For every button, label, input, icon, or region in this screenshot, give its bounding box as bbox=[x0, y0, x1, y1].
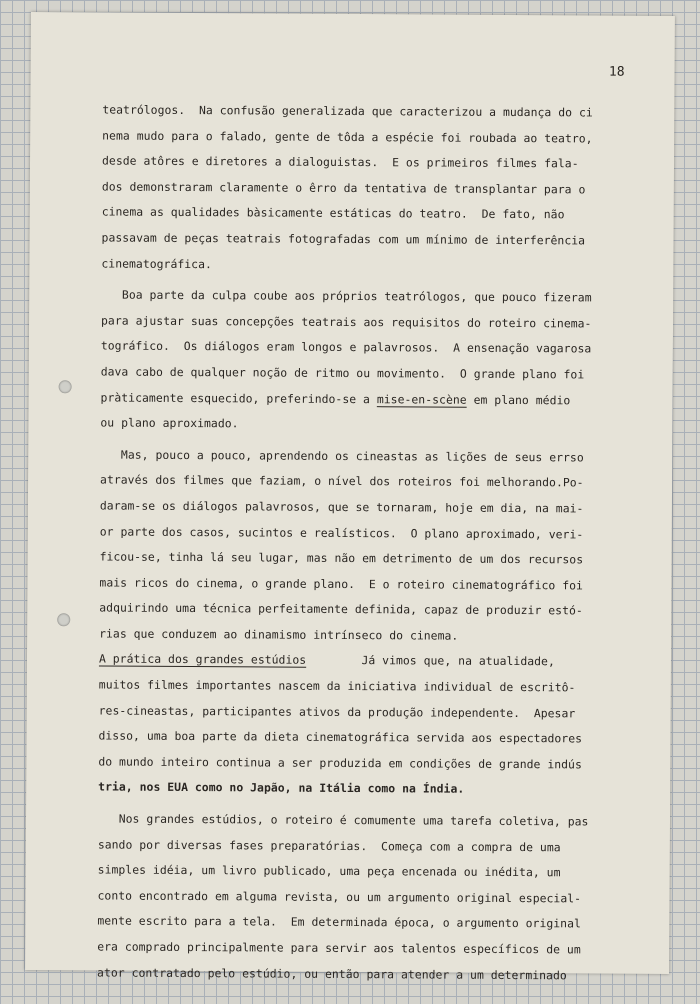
text-line: para ajustar suas concepções teatrais aos requisitos do roteiro cinema- bbox=[101, 313, 592, 331]
text-line: cinema as qualidades bàsicamente estáticas do teatro. De fato, não bbox=[101, 204, 565, 222]
text-line: or parte dos casos, sucintos e realísticos. O plano aproximado, veri- bbox=[99, 523, 584, 541]
text-line: mais ricos do cinema, o grande plano. E o roteiro cinematográfico foi bbox=[99, 575, 584, 593]
text-line: ator contratado pelo estúdio, ou então para atender a um determinado bbox=[97, 965, 567, 982]
text-line: Mas, pouco a pouco, aprendendo os cineastas as lições de seus errso bbox=[100, 447, 584, 465]
text-line bbox=[100, 385, 660, 414]
text-segment: em plano médio bbox=[466, 392, 571, 407]
text-line: rias que conduzem ao dinamismo intrínseco do cinema. bbox=[99, 626, 459, 643]
text-line: muitos filmes importantes nascem da iniciativa individual de escritô- bbox=[98, 677, 576, 695]
text-line: daram-se os diálogos palavrosos, que se tornaram, hoje em dia, na mai- bbox=[99, 498, 584, 516]
text-line: passavam de peças teatrais fotografadas com um mínimo de interferência bbox=[101, 230, 586, 248]
text-line: adquirindo uma técnica perfeitamente definida, capaz de produzir estó- bbox=[99, 600, 583, 618]
text-segment: Já vimos que, na atualidade, bbox=[306, 653, 555, 669]
text-line: cinematográfica. bbox=[101, 256, 212, 271]
text-line: dava cabo de qualquer noção de ritmo ou movimento. O grande plano foi bbox=[100, 364, 585, 382]
text-line: sando por diversas fases preparatórias. Começa com a compra de uma bbox=[97, 837, 561, 854]
binder-hole bbox=[57, 613, 70, 626]
typewritten-page bbox=[25, 12, 675, 982]
text-line: nema mudo para o falado, gente de tôda a espécie foi roubada ao teatro, bbox=[102, 128, 593, 146]
text-line: dos demonstraram claramente o êrro da tentativa de transplantar para o bbox=[101, 179, 586, 197]
page-number: 18 bbox=[608, 64, 625, 80]
text-line: tográfico. Os diálogos eram longos e palavrosos. A ensenação vagarosa bbox=[100, 338, 592, 356]
text-line: mente escrito para a tela. Em determinada época, o argumento original bbox=[97, 913, 581, 931]
text-line bbox=[99, 647, 659, 676]
text-line: através dos filmes que faziam, o nível dos roteiros foi melhorando.Po- bbox=[100, 472, 584, 490]
text-line: disso, uma boa parte da dieta cinematográfica servida aos espectadores bbox=[98, 728, 583, 746]
text-line: Boa parte da culpa coube aos próprios teatrólogos, que pouco fizeram bbox=[101, 287, 592, 305]
text-line: ficou-se, tinha lá seu lugar, mas não em detrimento de um dos recursos bbox=[99, 549, 584, 567]
text-line: do mundo inteiro continua a ser produzida em condições de grande indús bbox=[98, 754, 582, 772]
section-heading: A prática dos grandes estúdios bbox=[98, 651, 307, 668]
text-line: teatrólogos. Na confusão generalizada que caracterizou a mudança do ci bbox=[102, 102, 593, 120]
text-line: Nos grandes estúdios, o roteiro é comumente uma tarefa coletiva, pas bbox=[97, 811, 589, 829]
text-line: era comprado principalmente para servir aos talentos específicos de um bbox=[97, 939, 581, 957]
text-line: tria, nos EUA como no Japão, na Itália como na Índia. bbox=[98, 779, 465, 797]
text-line: conto encontrado em alguma revista, ou um argumento original especial- bbox=[97, 888, 582, 906]
text-line: desde atôres e diretores a dialoguistas. E os primeiros filmes fala- bbox=[101, 153, 579, 171]
text-line: res-cineastas, participantes ativos da produção independente. Apesar bbox=[98, 703, 576, 721]
body-text bbox=[97, 97, 662, 989]
text-line: ou plano aproximado. bbox=[100, 415, 239, 431]
underlined-term: mise-en-scène bbox=[376, 391, 467, 407]
binder-hole bbox=[59, 380, 72, 393]
text-line: simples idéia, um livro publicado, uma peça encenada ou inédita, um bbox=[97, 862, 561, 880]
text-segment: pràticamente esquecido, preferindo-se a bbox=[100, 390, 377, 406]
